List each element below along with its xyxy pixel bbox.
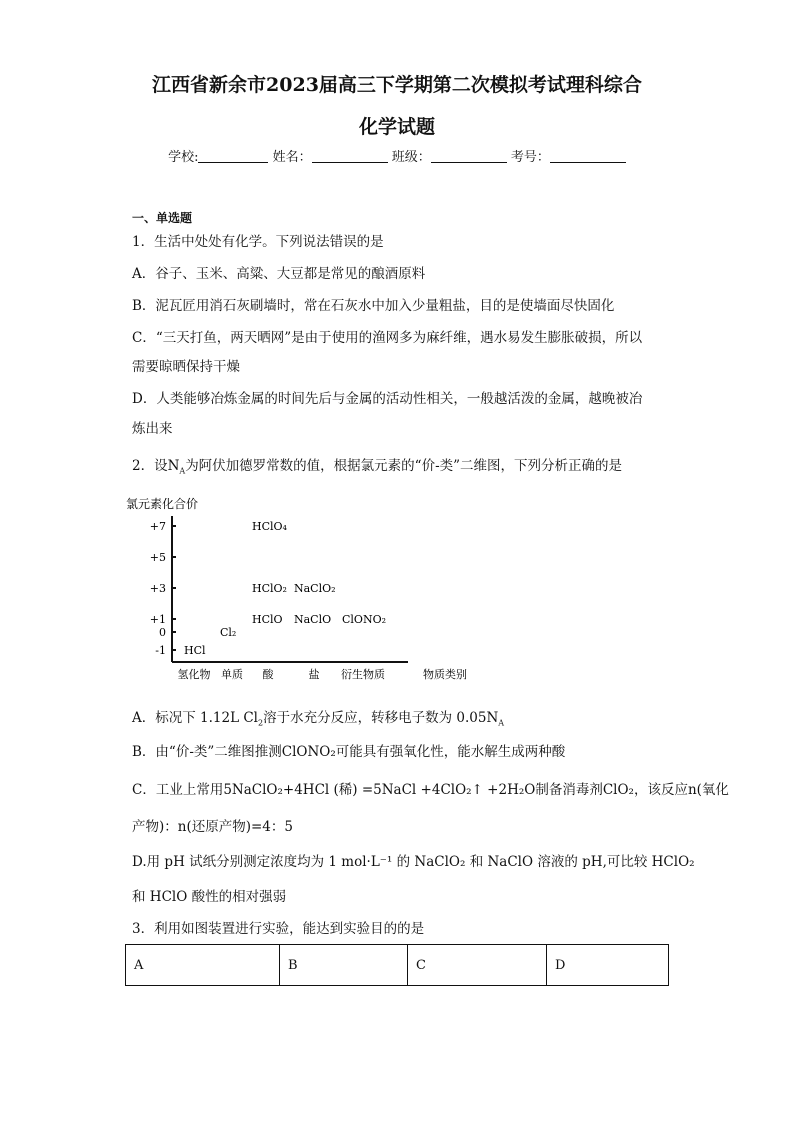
q1-option-d-line1: D．人类能够冶炼金属的时间先后与金属的活动性相关，一般越活泼的金属，越晚被冶	[132, 391, 643, 407]
exam-number-label: 考号：	[510, 150, 550, 165]
chart-point-label: NaClO₂	[294, 582, 336, 595]
q1-stem: 1．生活中处处有化学。下列说法错误的是	[132, 234, 384, 250]
chart-y-tick-label: -1	[155, 644, 166, 657]
valence-class-chart	[126, 492, 467, 692]
chart-x-tick-label: 酸	[262, 668, 274, 681]
q2-option-d-line1: D.用 pH 试纸分别测定浓度均为 1 mol·L⁻¹ 的 NaClO₂ 和 NaClO 溶液的 pH,可比较 HClO₂	[132, 854, 695, 870]
q2-a-sub: 2	[258, 718, 264, 728]
q3-option-cell-c: C	[408, 945, 547, 986]
chart-x-tick-label: 衍生物质	[341, 668, 385, 681]
class-field[interactable]	[431, 148, 507, 163]
q1-option-c-line2: 需要晾晒保持干燥	[132, 359, 240, 375]
q1-option-a: A．谷子、玉米、高粱、大豆都是常见的酿酒原料	[132, 266, 426, 282]
q2-stem	[132, 457, 622, 481]
name-label: 姓名：	[272, 150, 312, 165]
class-label: 班级：	[391, 150, 431, 165]
chart-xlabel: 物质类别	[423, 668, 467, 681]
chart-svg	[126, 492, 467, 692]
chart-y-tick-label: +5	[149, 551, 166, 564]
q2-option-d-line2: 和 HClO 酸性的相对强弱	[132, 889, 287, 905]
q3-option-cell-a: A	[126, 945, 280, 986]
page-title: 江西省新余市2023届高三下学期第二次模拟考试理科综合	[152, 74, 642, 96]
table-row	[126, 945, 669, 986]
q1-option-b: B．泥瓦匠用消石灰刷墙时，常在石灰水中加入少量粗盐，目的是使墙面尽快固化	[132, 298, 615, 314]
page-subtitle: 化学试题	[358, 116, 435, 138]
q2-option-c-line2: 产物)：n(还原产物)=4：5	[132, 819, 293, 835]
chart-point-label: HClO₄	[252, 520, 287, 533]
q2-option-a	[132, 709, 504, 733]
chart-point-label: NaClO	[294, 613, 332, 626]
q2-a-post: 溶于水充分反应，转移电子数为 0.05N	[263, 710, 499, 726]
section-title: 一、单选题	[132, 211, 193, 225]
school-label: 学校:	[168, 150, 199, 165]
name-field[interactable]	[312, 148, 388, 163]
chart-x-tick-label: 氢化物	[177, 668, 211, 681]
chart-y-tick-label: 0	[159, 626, 166, 639]
chart-ylabel: 氯元素化合价	[126, 497, 199, 511]
q2-option-b: B．由“价-类”二维图推测ClONO₂可能具有强氧化性，能水解生成两种酸	[132, 744, 566, 760]
chart-y-tick-label: +1	[149, 613, 166, 626]
q2-stem-post: 为阿伏加德罗常数的值，根据氯元素的“价-类”二维图，下列分析正确的是	[185, 458, 623, 474]
q1-option-c-line1: C．“三天打鱼，两天晒网”是由于使用的渔网多为麻纤维，遇水易发生膨胀破损，所以	[132, 330, 643, 346]
student-info-row	[0, 146, 794, 165]
chart-point-label: HClO₂	[252, 582, 287, 595]
q2-stem-na: N	[167, 458, 180, 474]
exam-number-field[interactable]	[550, 148, 626, 163]
school-field[interactable]	[198, 148, 268, 163]
q1-option-d-line2: 炼出来	[132, 421, 173, 437]
chart-y-tick-label: +3	[149, 582, 166, 595]
chart-point-label: Cl₂	[220, 626, 237, 639]
q2-stem-na-sub: A	[179, 466, 186, 476]
chart-x-tick-label: 单质	[221, 668, 243, 681]
q3-option-cell-b: B	[280, 945, 408, 986]
q2-option-c-line1: C．工业上常用5NaClO₂+4HCl (稀) =5NaCl +4ClO₂↑ +2H₂O制备消毒剂ClO₂，该反应n(氧化	[132, 782, 729, 798]
q3-options-table	[125, 944, 669, 986]
q3-option-cell-d: D	[547, 945, 669, 986]
chart-point-label: ClONO₂	[342, 613, 387, 626]
q3-stem: 3．利用如图装置进行实验，能达到实验目的的是	[132, 921, 425, 937]
chart-point-label: HCl	[184, 644, 206, 657]
chart-marks	[150, 520, 386, 681]
chart-x-tick-label: 盐	[308, 668, 320, 681]
chart-y-tick-label: +7	[149, 520, 166, 533]
q2-a-post-sub: A	[498, 718, 505, 728]
chart-point-label: HClO	[252, 613, 283, 626]
q2-a-pre: A．标况下 1.12L Cl	[132, 710, 259, 726]
q2-stem-pre: 2．设	[132, 458, 168, 474]
